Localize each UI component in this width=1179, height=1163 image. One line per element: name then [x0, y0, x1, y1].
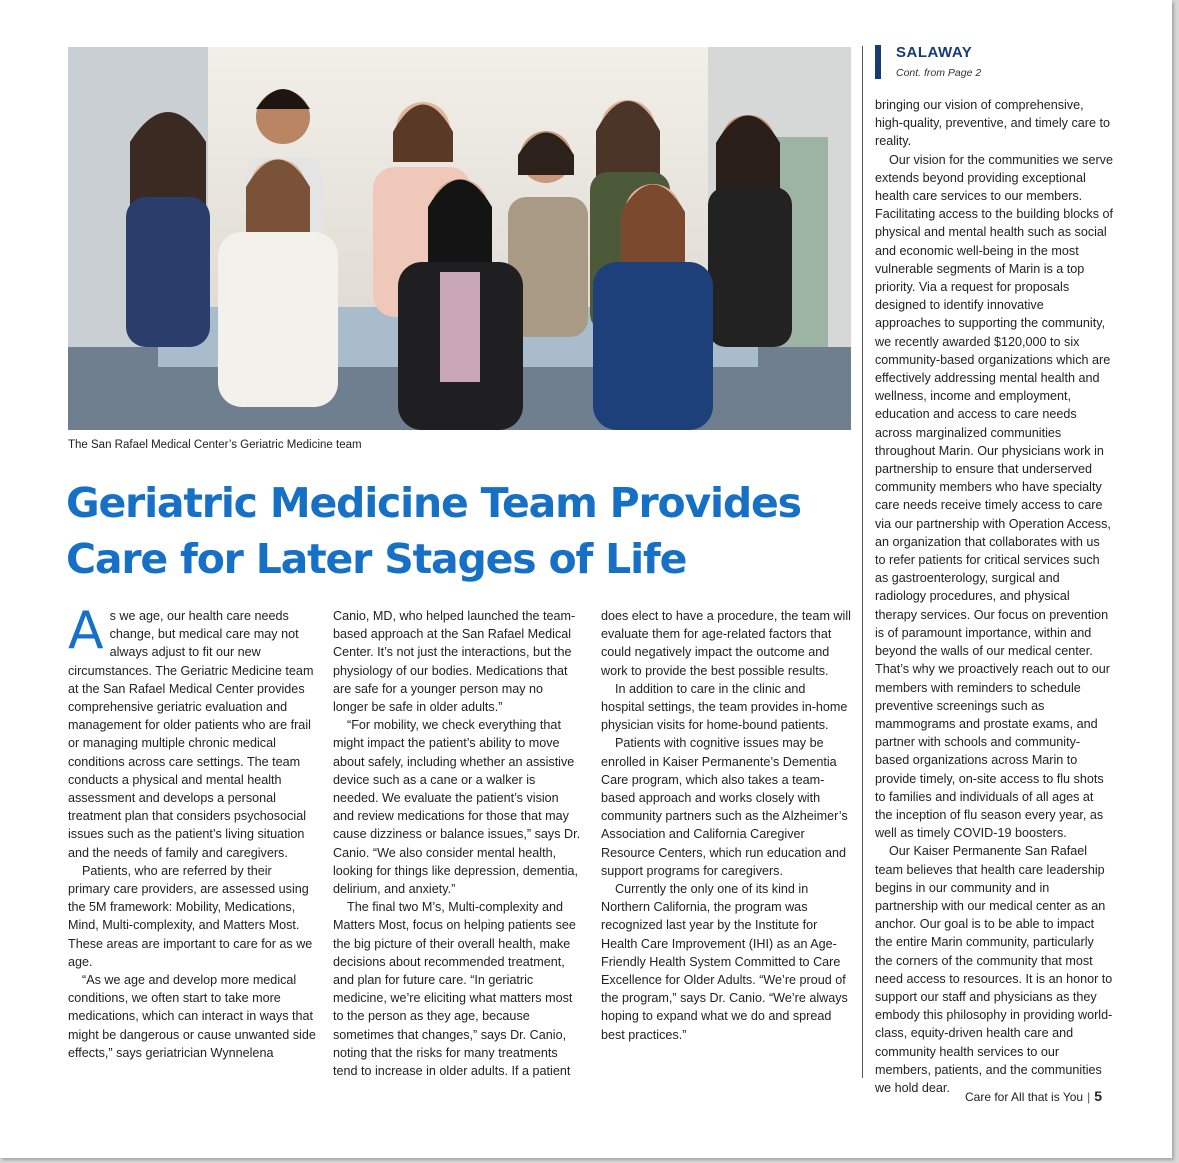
article-column-1 [68, 601, 316, 1062]
article-paragraph: The final two M’s, Multi-complexity and Matters Most, focus on helping patients see the big picture of their overall health, make decisions about recommended treatment, and plan for future care. “In geriatric medicine, we’re eliciting what matters most to the person as they age, because sometimes that changes,” says Dr. Canio, noting that the risks for many treatments tend to increase in older adults. If a patient [333, 900, 576, 1079]
column-divider [862, 46, 863, 1078]
article-paragraph: In addition to care in the clinic and hospital settings, the team provides in-home physician visits for home-bound patients. [601, 681, 848, 733]
article-paragraph: Currently the only one of its kind in Northern California, the program was recognized last year by the Institute for Health Care Improvement (IHI) as an Age-Friendly Health System Committed to Care Excellence for Older Adults. “We’re proud of the program,” says Dr. Canio. “We’re always hoping to expand what we do and spread best practices.” [601, 882, 848, 1042]
article-paragraph: does elect to have a procedure, the team will evaluate them for age-related factors that could negatively impact the outcome and work to provide the best possible results. [601, 609, 851, 678]
sidebar-paragraph: Our Kaiser Permanente San Rafael team believes that health care leadership begins in our community and in partnership with our medical center as an anchor. Our goal is to be able to impact the entire Marin community, particularly the corners of the community that most need access to resources. It is an honor to support our staff and physicians as they embody this philosophy in providing world-class, equity-driven health care and community health services to our members, patients, and the communities we hold dear. [875, 844, 1113, 1095]
article-column-2 [333, 607, 581, 1080]
page-footer [965, 1088, 1102, 1104]
sidebar-paragraph: Our vision for the communities we serve extends beyond providing exceptional health care services to our members. Facilitating access to the building blocks of physical and mental health such as social and economic well-being in the most vulnerable segments of Marin is a top priority. Via a request for proposals designed to identify innovative approaches to supporting the community, we recently awarded $120,000 to six community-based organizations which are effectively addressing mental health and wellness, income and employment, education and access to care needs across marginalized communities throughout Marin. Our physicians work in partnership to ensure that underserved community members who have specialty care needs receive timely access to care via our partnership with Operation Access, an organization that collaborates with us to refer patients for critical services such as gastroenterology, surgical and radiology procedures, and physical therapy services. Our focus on prevention is of paramount importance, within and beyond the walls of our medical center. That’s why we proactively reach out to our members with reminders to schedule preventive screenings such as mammograms and prostate exams, and partner with schools and community-based organizations across Marin to provide timely, on-site access to flu shots to families and individuals of all ages at the inception of flu season every year, as well as timely COVID-19 boosters. [875, 152, 1114, 841]
drop-cap: A [68, 601, 104, 661]
article-headline [66, 475, 866, 587]
article-paragraph: “As we age and develop more medical conditions, we often start to take more medications, which can interact in ways that might be dangerous or cause unwanted side effects,” says geriatrician Wynnelena [68, 973, 316, 1060]
sidebar-column [875, 96, 1113, 1097]
headline-line-2: Care for Later Stages of Life [66, 535, 687, 583]
article-paragraph: “For mobility, we check everything that might impact the patient’s ability to move about safely, including whether an assistive device such as a cane or a walker is needed. We evaluate the patient’s vision and review medications for those that may cause dizziness or balance issues,” says Dr. Canio. “We also consider mental health, looking for things like depression, dementia, delirium, and anxiety.” [333, 718, 581, 897]
article-paragraph: Patients, who are referred by their primary care providers, are assessed using the 5M framework: Mobility, Medications, Mind, Multi-complexity, and Matters Most. These areas are important to care for as we age. [68, 863, 313, 969]
page-number: 5 [1094, 1088, 1102, 1104]
headline-line-1: Geriatric Medicine Team Provides [66, 479, 801, 527]
article-paragraph-text: s we age, our health care needs change, but medical care may not always adjust to fit our new circumstances. The Geriatric Medicine team at the San Rafael Medical Center provides comprehensive geriatric evaluation and management for older patients who are frail or managing multiple chronic medical conditions across care settings. The team conducts a physical and mental health assessment and develops a personal treatment plan that considers psychosocial issues such as the patient’s living situation and the needs of family and caregivers. [68, 609, 314, 860]
article-column-3 [601, 607, 851, 1044]
sidebar-paragraph: bringing our vision of comprehensive, high-quality, preventive, and timely care to reality. [875, 98, 1110, 149]
footer-separator: | [1087, 1090, 1091, 1104]
sidebar-continued-note: Cont. from Page 2 [896, 67, 982, 79]
photo-caption: The San Rafael Medical Center’s Geriatric Medicine team [68, 439, 362, 451]
footer-tagline: Care for All that is You [965, 1090, 1084, 1104]
sidebar-title: SALAWAY [896, 44, 973, 61]
article-paragraph: Patients with cognitive issues may be enrolled in Kaiser Permanente’s Dementia Care program, which also takes a team-based approach and works closely with community partners such as the Alzheimer’s Association and California Caregiver Resource Centers, which run education and support programs for caregivers. [601, 736, 848, 878]
sidebar-accent-bar [875, 45, 881, 79]
article-paragraph [68, 601, 316, 862]
team-photo [68, 47, 851, 430]
article-paragraph: Canio, MD, who helped launched the team-based approach at the San Rafael Medical Center. It’s not just the interactions, but the physiology of our bodies. Medications that are safe for a younger person may no longer be safe in older adults.” [333, 609, 576, 715]
